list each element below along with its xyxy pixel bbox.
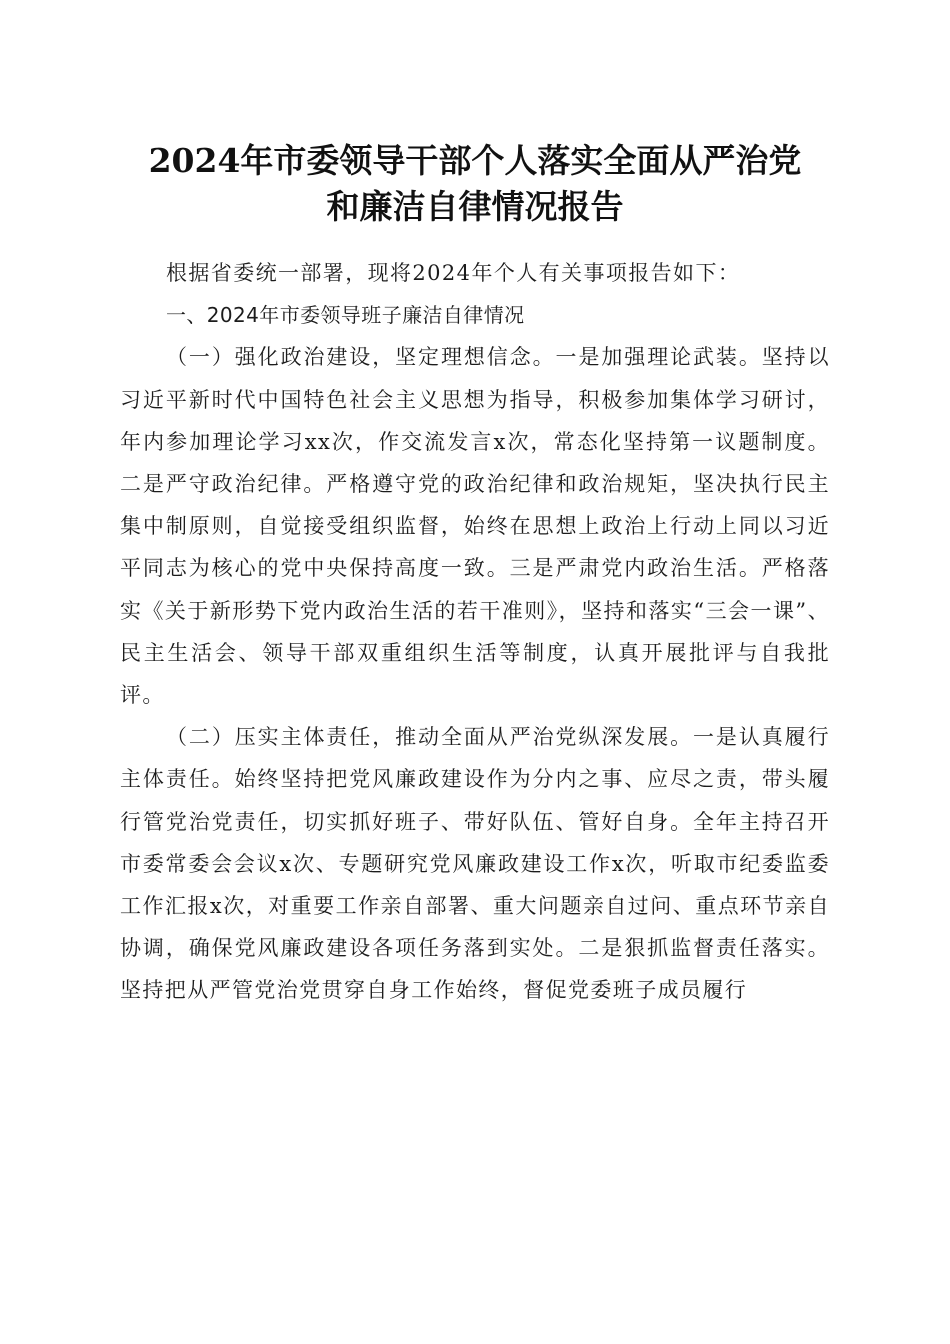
document-title [100, 138, 850, 230]
section-heading: 一、2024年市委领导班子廉洁自律情况 [166, 303, 525, 328]
title-line-1: 2024年市委领导干部个人落实全面从严治党 [148, 141, 802, 180]
paragraph-1: （一）强化政治建设，坚定理想信念。一是加强理论武装。坚持以习近平新时代中国特色社会主义思想为指导，积极参加集体学习研讨，年内参加理论学习xx次，作交流发言x次，常态化坚持第一议题制度。二是严守政治纪律。严格遵守党的政治纪律和政治规矩，坚决执行民主集中制原则，自觉接受组织监督，始终在思想上政治上行动上同以习近平同志为核心的党中央保持高度一致。三是严肃党内政治生活。严格落实《关于新形势下党内政治生活的若干准则》，坚持和落实“三会一课”、民主生活会、领导干部双重组织生活等制度，认真开展批评与自我批评。 [120, 345, 830, 708]
intro-paragraph: 根据省委统一部署，现将2024年个人有关事项报告如下： [166, 261, 741, 285]
title-line-2: 和廉洁自律情况报告 [326, 187, 624, 226]
document-body [120, 252, 830, 1012]
paragraph-2: （二）压实主体责任，推动全面从严治党纵深发展。一是认真履行主体责任。始终坚持把党风廉政建设作为分内之事、应尽之责，带头履行管党治党责任，切实抓好班子、带好队伍、管好自身。全年主持召开市委常委会会议x次、专题研究党风廉政建设工作x次，听取市纪委监委工作汇报x次，对重要工作亲自部署、重大问题亲自过问、重点环节亲自协调，确保党风廉政建设各项任务落到实处。二是狠抓监督责任落实。坚持把从严管党治党贯穿自身工作始终，督促党委班子成员履行 [120, 725, 830, 1003]
